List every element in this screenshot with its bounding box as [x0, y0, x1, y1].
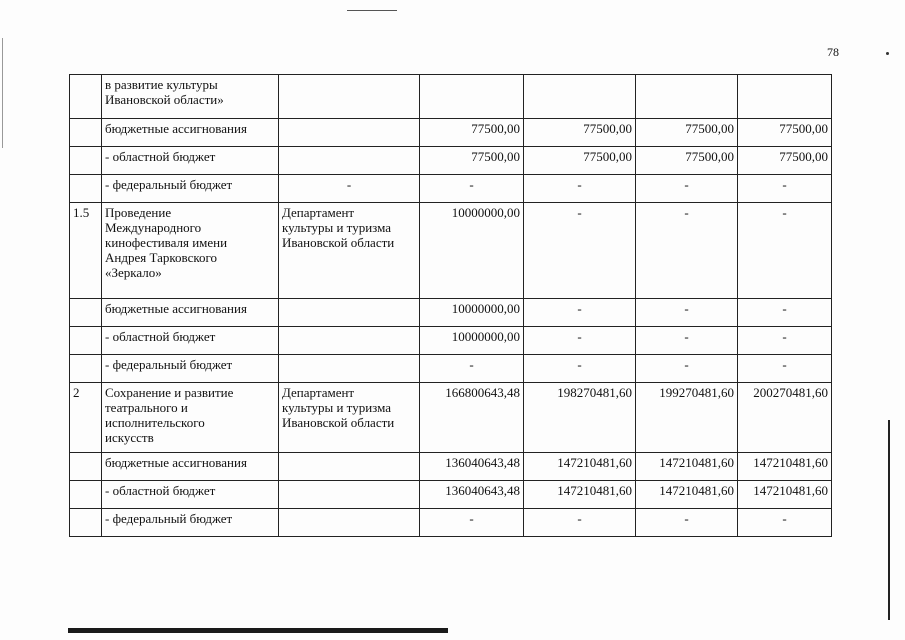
- row-number: [70, 299, 102, 327]
- executor: [279, 203, 420, 299]
- table-row: [70, 203, 832, 299]
- row-number: [70, 147, 102, 175]
- executor: [279, 509, 420, 537]
- row-number: [70, 509, 102, 537]
- activity-name-line: Андрея Тарковского: [105, 250, 217, 265]
- executor-line: культуры и туризма: [282, 400, 392, 415]
- row-number: [70, 453, 102, 481]
- amount-cell: -: [636, 355, 738, 383]
- executor-line: Ивановской области: [282, 235, 395, 250]
- amount-cell: -: [738, 299, 832, 327]
- table-row: [70, 481, 832, 509]
- activity-name-line: - областной бюджет: [105, 329, 216, 344]
- amount-cell: 77500,00: [738, 119, 832, 147]
- amount-cell: -: [636, 299, 738, 327]
- row-number: 2: [70, 383, 102, 453]
- activity-name: [102, 327, 279, 355]
- executor: [279, 75, 420, 119]
- executor: [279, 147, 420, 175]
- row-number: [70, 355, 102, 383]
- amount-cell: [420, 75, 524, 119]
- activity-name: [102, 147, 279, 175]
- activity-name-line: театрального и: [105, 400, 188, 415]
- amount-cell: 200270481,60: [738, 383, 832, 453]
- amount-cell: -: [738, 509, 832, 537]
- activity-name-line: бюджетные ассигнования: [105, 121, 247, 136]
- amount-cell: 147210481,60: [636, 453, 738, 481]
- activity-name-line: Ивановской области»: [105, 92, 224, 107]
- activity-name-line: - федеральный бюджет: [105, 511, 233, 526]
- amount-cell: 77500,00: [420, 119, 524, 147]
- executor: [279, 453, 420, 481]
- amount-cell: 77500,00: [420, 147, 524, 175]
- table-row: [70, 509, 832, 537]
- amount-cell: -: [738, 175, 832, 203]
- amount-cell: 147210481,60: [738, 453, 832, 481]
- executor: [279, 383, 420, 453]
- amount-cell: -: [636, 327, 738, 355]
- amount-cell: -: [524, 203, 636, 299]
- activity-name-line: «Зеркало»: [105, 265, 162, 280]
- amount-cell: 147210481,60: [524, 453, 636, 481]
- activity-name-line: искусств: [105, 430, 154, 445]
- page-number: 78: [827, 45, 839, 59]
- activity-name-line: исполнительского: [105, 415, 205, 430]
- executor: [279, 327, 420, 355]
- activity-name-line: - областной бюджет: [105, 483, 216, 498]
- amount-cell: -: [738, 327, 832, 355]
- scan-edge-right: [888, 420, 890, 620]
- activity-name: [102, 355, 279, 383]
- row-number: [70, 327, 102, 355]
- budget-table: [69, 74, 832, 537]
- executor: [279, 175, 420, 203]
- executor: [279, 481, 420, 509]
- activity-name-line: Международного: [105, 220, 202, 235]
- amount-cell: 77500,00: [524, 147, 636, 175]
- amount-cell: [524, 75, 636, 119]
- table-row: [70, 119, 832, 147]
- executor: [279, 355, 420, 383]
- activity-name: [102, 481, 279, 509]
- row-number: [70, 481, 102, 509]
- activity-name-line: в развитие культуры: [105, 77, 218, 92]
- amount-cell: 10000000,00: [420, 203, 524, 299]
- executor: [279, 299, 420, 327]
- executor-dash: -: [346, 177, 352, 192]
- table-row: [70, 75, 832, 119]
- amount-cell: -: [524, 509, 636, 537]
- table-row: [70, 147, 832, 175]
- amount-cell: -: [636, 509, 738, 537]
- amount-cell: 10000000,00: [420, 327, 524, 355]
- amount-cell: -: [738, 203, 832, 299]
- amount-cell: -: [636, 203, 738, 299]
- table-row: [70, 383, 832, 453]
- amount-cell: -: [420, 355, 524, 383]
- amount-cell: 77500,00: [738, 147, 832, 175]
- activity-name: [102, 119, 279, 147]
- amount-cell: -: [420, 509, 524, 537]
- amount-cell: 198270481,60: [524, 383, 636, 453]
- scan-edge-left: [2, 38, 3, 148]
- amount-cell: -: [524, 355, 636, 383]
- amount-cell: 77500,00: [636, 147, 738, 175]
- scan-mark-top: [347, 10, 397, 11]
- amount-cell: -: [420, 175, 524, 203]
- executor: [279, 119, 420, 147]
- executor-line: Департамент: [282, 205, 355, 220]
- table-row: [70, 355, 832, 383]
- amount-cell: 136040643,48: [420, 481, 524, 509]
- activity-name-line: Сохранение и развитие: [105, 385, 234, 400]
- amount-cell: 77500,00: [524, 119, 636, 147]
- scan-dot: [886, 52, 889, 55]
- table-row: [70, 453, 832, 481]
- amount-cell: [636, 75, 738, 119]
- amount-cell: 10000000,00: [420, 299, 524, 327]
- executor-line: Ивановской области: [282, 415, 395, 430]
- amount-cell: -: [738, 355, 832, 383]
- executor-line: культуры и туризма: [282, 220, 392, 235]
- scan-bar-bottom: [68, 628, 448, 633]
- activity-name: [102, 453, 279, 481]
- activity-name: [102, 383, 279, 453]
- amount-cell: 166800643,48: [420, 383, 524, 453]
- amount-cell: 147210481,60: [636, 481, 738, 509]
- activity-name-line: бюджетные ассигнования: [105, 455, 247, 470]
- amount-cell: -: [524, 327, 636, 355]
- amount-cell: -: [524, 175, 636, 203]
- row-number: [70, 119, 102, 147]
- amount-cell: 147210481,60: [738, 481, 832, 509]
- row-number: 1.5: [70, 203, 102, 299]
- activity-name: [102, 203, 279, 299]
- amount-cell: 77500,00: [636, 119, 738, 147]
- activity-name: [102, 299, 279, 327]
- amount-cell: [738, 75, 832, 119]
- amount-cell: 147210481,60: [524, 481, 636, 509]
- activity-name-line: Проведение: [105, 205, 172, 220]
- table-row: [70, 299, 832, 327]
- table-row: [70, 175, 832, 203]
- activity-name: [102, 75, 279, 119]
- activity-name: [102, 175, 279, 203]
- table-row: [70, 327, 832, 355]
- activity-name-line: - федеральный бюджет: [105, 357, 233, 372]
- executor-line: Департамент: [282, 385, 355, 400]
- budget-table-body: [70, 75, 832, 537]
- amount-cell: -: [524, 299, 636, 327]
- activity-name-line: - федеральный бюджет: [105, 177, 233, 192]
- activity-name-line: - областной бюджет: [105, 149, 216, 164]
- amount-cell: -: [636, 175, 738, 203]
- activity-name-line: кинофестиваля имени: [105, 235, 228, 250]
- amount-cell: 199270481,60: [636, 383, 738, 453]
- activity-name: [102, 509, 279, 537]
- amount-cell: 136040643,48: [420, 453, 524, 481]
- activity-name-line: бюджетные ассигнования: [105, 301, 247, 316]
- row-number: [70, 175, 102, 203]
- row-number: [70, 75, 102, 119]
